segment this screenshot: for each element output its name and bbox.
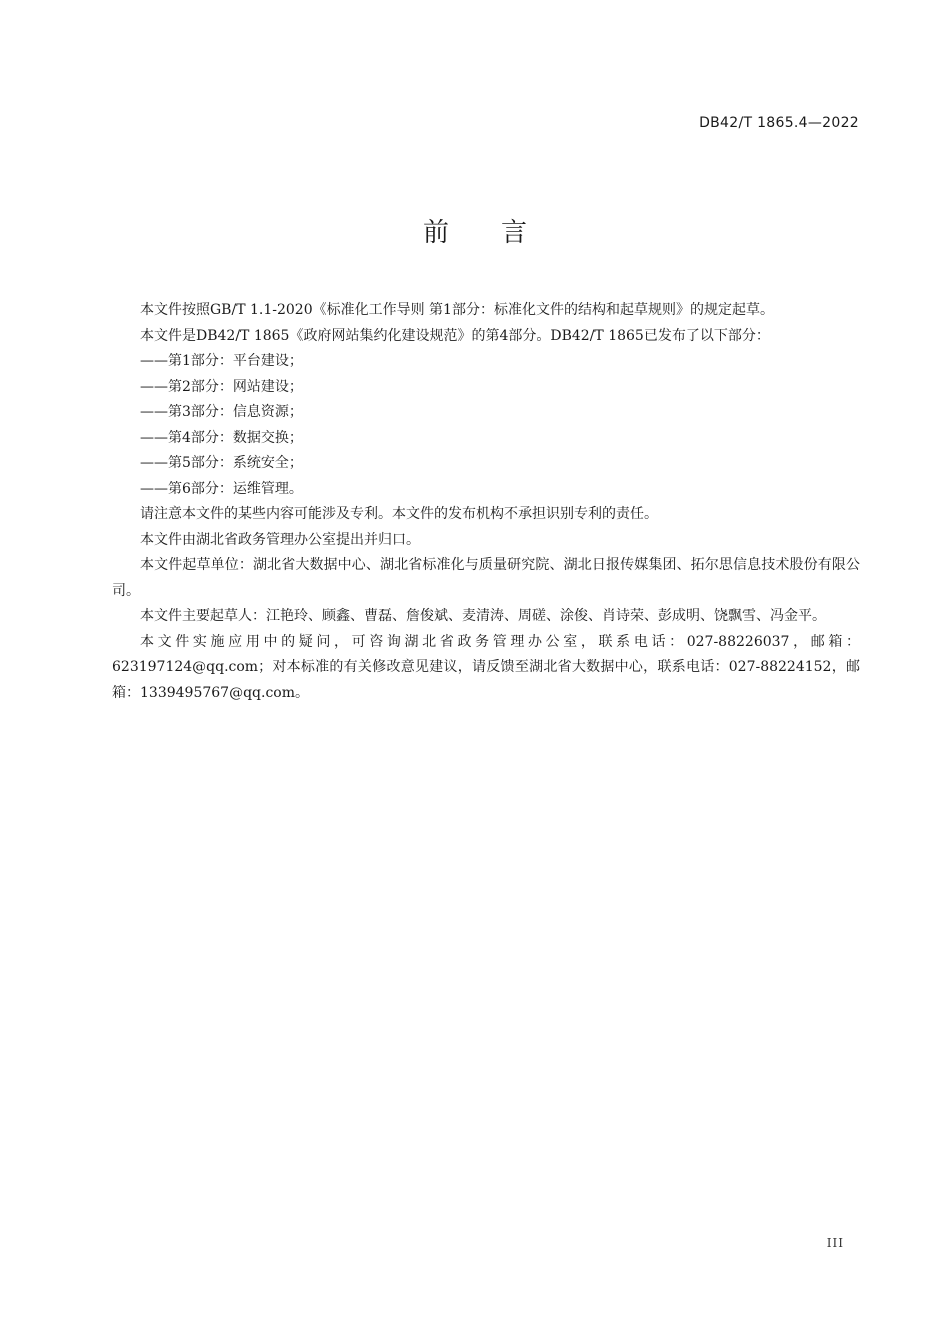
list-item-part-3: ——第3部分：信息资源； [140,404,303,420]
list-item-part-4: ——第4部分：数据交换； [140,429,303,446]
paragraph-proposer: 本文件由湖北省政务管理办公室提出并归口。 [140,531,420,548]
list-item-part-6: ——第6部分：运维管理。 [140,480,303,497]
page-title [0,212,950,249]
foreword-body [112,298,860,706]
paragraph-drafters: 本文件主要起草人：江艳玲、顾鑫、曹磊、詹俊斌、麦清涛、周磋、涂俊、肖诗荣、彭成明、饶飘雪、冯金平。 [140,608,826,624]
paragraph-series-intro: 本文件是DB42/T 1865《政府网站集约化建设规范》的第4部分。DB42/T 1865已发布了以下部分： [140,327,770,344]
title-char-1: 前 [422,218,449,248]
paragraph-drafting-rules: 本文件按照GB/T 1.1-2020《标准化工作导则 第1部分：标准化文件的结构和起草规则》的规定起草。 [140,302,774,318]
document-code: DB42/T 1865.4—2022 [699,115,859,131]
list-item-part-2: ——第2部分：网站建设； [140,378,303,395]
paragraph-drafting-units: 本文件起草单位：湖北省大数据中心、湖北省标准化与质量研究院、湖北日报传媒集团、拓尔思信息技术股份有限公司。 [112,557,860,599]
list-item-part-5: ——第5部分：系统安全； [140,455,303,471]
page-number: III [826,1236,844,1250]
title-char-2: 言 [501,218,528,248]
paragraph-patent-notice: 请注意本文件的某些内容可能涉及专利。本文件的发布机构不承担识别专利的责任。 [140,506,658,522]
list-item-part-1: ——第1部分：平台建设； [140,353,303,369]
paragraph-contact: 本文件实施应用中的疑问，可咨询湖北省政务管理办公室，联系电话：027-88226037，邮箱：623197124@qq.com；对本标准的有关修改意见建议，请反馈至湖北省大数据中心，联系电话：027-88224152，邮箱：1339495767@qq.com。 [112,633,860,701]
